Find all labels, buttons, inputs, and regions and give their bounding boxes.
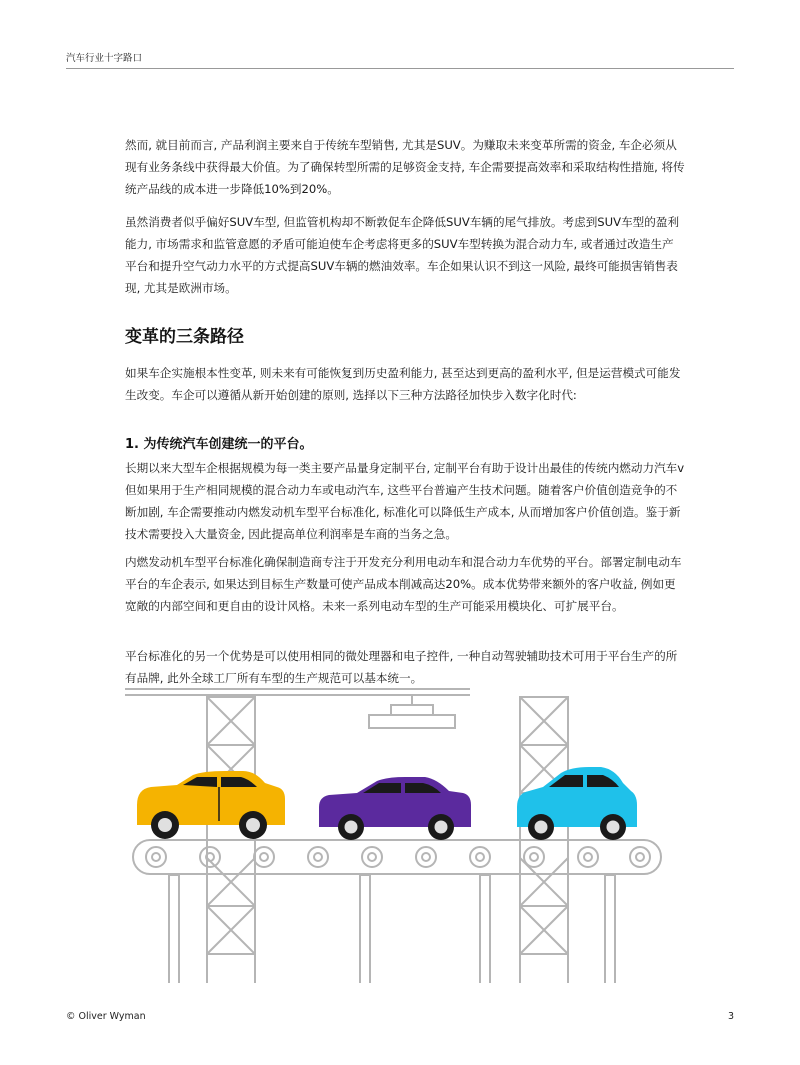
assembly-line-svg <box>125 683 680 983</box>
assembly-line-illustration <box>125 683 680 983</box>
footer-copyright: © Oliver Wyman <box>66 1011 146 1022</box>
section-intro-block <box>125 362 685 406</box>
header-divider <box>66 68 734 69</box>
page-number: 3 <box>727 1011 734 1022</box>
subsection-paragraph-1-block <box>125 457 685 545</box>
subsection-paragraph-3: 平台标准化的另一个优势是可以使用相同的微处理器和电子控件, 一种自动驾驶辅助技术可用于平台生产的所有品牌, 此外全球工厂所有车型的生产规范可以基本统一。 <box>125 649 678 685</box>
subsection-paragraph-1: 长期以来大型车企根据规模为每一类主要产品量身定制平台, 定制平台有助于设计出最佳的传统内燃动力汽车v但如果用于生产相同规模的混合动力车或电动汽车, 这些平台普遍产生技术问题。随着客户价值创造竞争的不断加剧, 车企需要推动内燃发动机车型平台标准化, 标准化可以降低生产成本, 从而增加客户价值创造。鉴于新技术需要投入大量资金, 因此提高单位利润率是车商的当务之急。 <box>125 461 685 541</box>
running-header: 汽车行业十字路口 <box>66 53 143 64</box>
purple-car <box>319 777 471 840</box>
subsection-heading: 1. 为传统汽车创建统一的平台。 <box>125 437 313 452</box>
yellow-car <box>137 771 285 839</box>
paragraph-2: 虽然消费者似乎偏好SUV车型, 但监管机构却不断敦促车企降低SUV车辆的尾气排放。考虑到SUV车型的盈利能力, 市场需求和监管意愿的矛盾可能迫使车企考虑将更多的SUV车型转换为混合动力车, 或者通过改造生产平台和提升空气动力水平的方式提高SUV车辆的燃油效率。车企如果认识不到这一风险, 最终可能损害销售表现, 尤其是欧洲市场。 <box>125 215 680 295</box>
subsection-paragraph-2-block <box>125 551 685 617</box>
subsection-heading-block <box>125 433 685 452</box>
section-heading: 变革的三条路径 <box>125 327 244 347</box>
paragraph-1: 然而, 就目前而言, 产品利润主要来自于传统车型销售, 尤其是SUV。为赚取未来变革所需的资金, 车企必须从现有业务条线中获得最大价值。为了确保转型所需的足够资金支持, 车企需要提高效率和采取结构性措施, 将传统产品线的成本进一步降低10%到20%。 <box>125 138 685 196</box>
paragraph-1-block <box>125 134 685 200</box>
subsection-paragraph-2: 内燃发动机车型平台标准化确保制造商专注于开发充分利用电动车和混合动力车优势的平台。部署定制电动车平台的车企表示, 如果达到目标生产数量可使产品成本削减高达20%。成本优势带来额外的客户收益, 例如更宽敞的内部空间和更自由的设计风格。未来一系列电动车型的生产可能采用模块化、可扩展平台。 <box>125 555 682 613</box>
section-heading-block <box>125 322 685 347</box>
section-intro: 如果车企实施根本性变革, 则未来有可能恢复到历史盈利能力, 甚至达到更高的盈利水平, 但是运营模式可能发生改变。车企可以遵循从新开始创建的原则, 选择以下三种方法路径加快步入数字化时代: <box>125 366 681 402</box>
paragraph-2-block <box>125 211 685 299</box>
